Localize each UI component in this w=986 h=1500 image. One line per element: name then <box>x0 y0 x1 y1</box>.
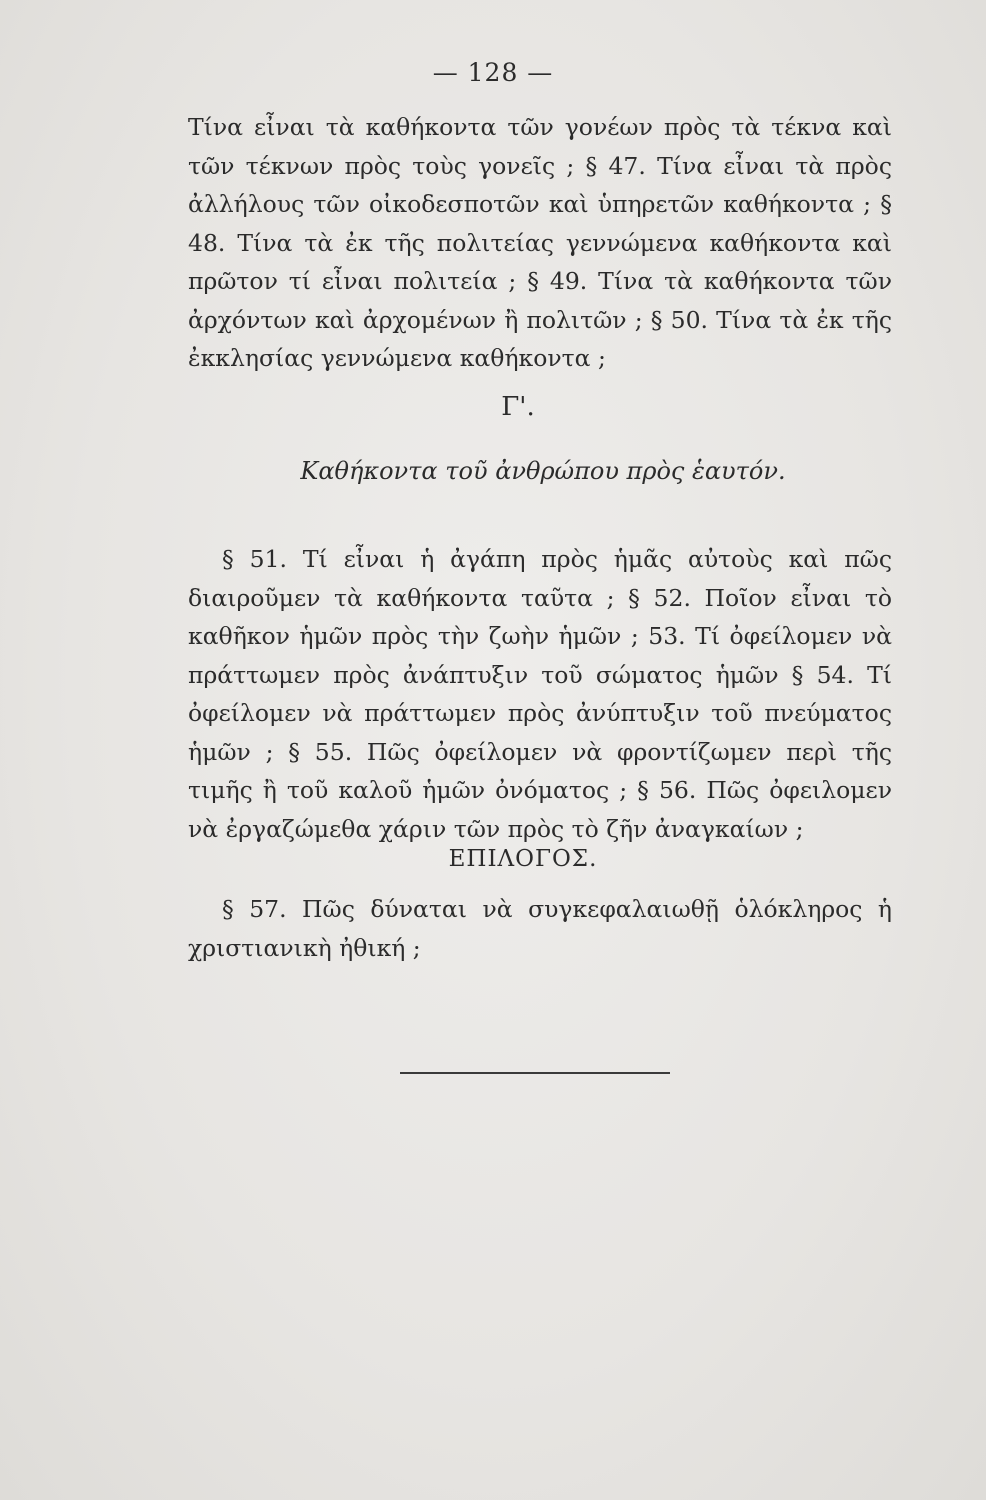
paragraph-questions-47-50: Τίνα εἶναι τὰ καθήκοντα τῶν γονέων πρὸς τὰ τέκνα καὶ τῶν τέκνων πρὸς τοὺς γονεῖς ; § 47. Τίνα εἶναι τὰ πρὸς ἀλλήλους τῶν οἰκοδεσποτῶν καὶ ὑπηρετῶν καθήκοντα ; § 48. Τίνα τὰ ἐκ τῆς πολιτείας γεννώμενα καθήκοντα καὶ πρῶτον τί εἶναι πολιτεία ; § 49. Τίνα τὰ καθήκοντα τῶν ἀρχόντων καὶ ἀρχομένων ἢ πολιτῶν ; § 50. Τίνα τὰ ἐκ τῆς ἐκκλησίας γεννώμενα καθήκοντα ; <box>188 113 892 372</box>
section-heading: Καθήκοντα τοῦ ἀνθρώπου πρὸς ἑαυτόν. <box>300 457 786 485</box>
closing-rule-divider <box>400 1072 670 1074</box>
epilogue-heading: ΕΠΙΛΟΓΟΣ. <box>448 846 598 872</box>
page-number: — 128 — <box>432 58 554 87</box>
section-letter: Γ'. <box>501 392 535 422</box>
paragraph-question-57: § 57. Πῶς δύναται νὰ συγκεφαλαιωθῇ ὁλόκληρος ἡ χριστιανικὴ ἠθική ; <box>188 895 892 962</box>
paragraph-questions-51-56: § 51. Τί εἶναι ἡ ἀγάπη πρὸς ἡμᾶς αὐτοὺς καὶ πῶς διαιροῦμεν τὰ καθήκοντα ταῦτα ; § 52. Ποῖον εἶναι τὸ καθῆκον ἡμῶν πρὸς τὴν ζωὴν ἡμῶν ; 53. Τί ὀφείλομεν νὰ πράττωμεν πρὸς ἀνάπτυξιν τοῦ σώματος ἡμῶν § 54. Τί ὀφείλομεν νὰ πράττωμεν πρὸς ἀνύπτυξιν τοῦ πνεύματος ἡμῶν ; § 55. Πῶς ὀφείλομεν νὰ φροντίζωμεν περὶ τῆς τιμῆς ἢ τοῦ καλοῦ ἡμῶν ὀνόματος ; § 56. Πῶς ὀφειλομεν νὰ ἐργαζώμεθα χάριν τῶν πρὸς τὸ ζῆν ἀναγκαίων ; <box>188 545 892 843</box>
